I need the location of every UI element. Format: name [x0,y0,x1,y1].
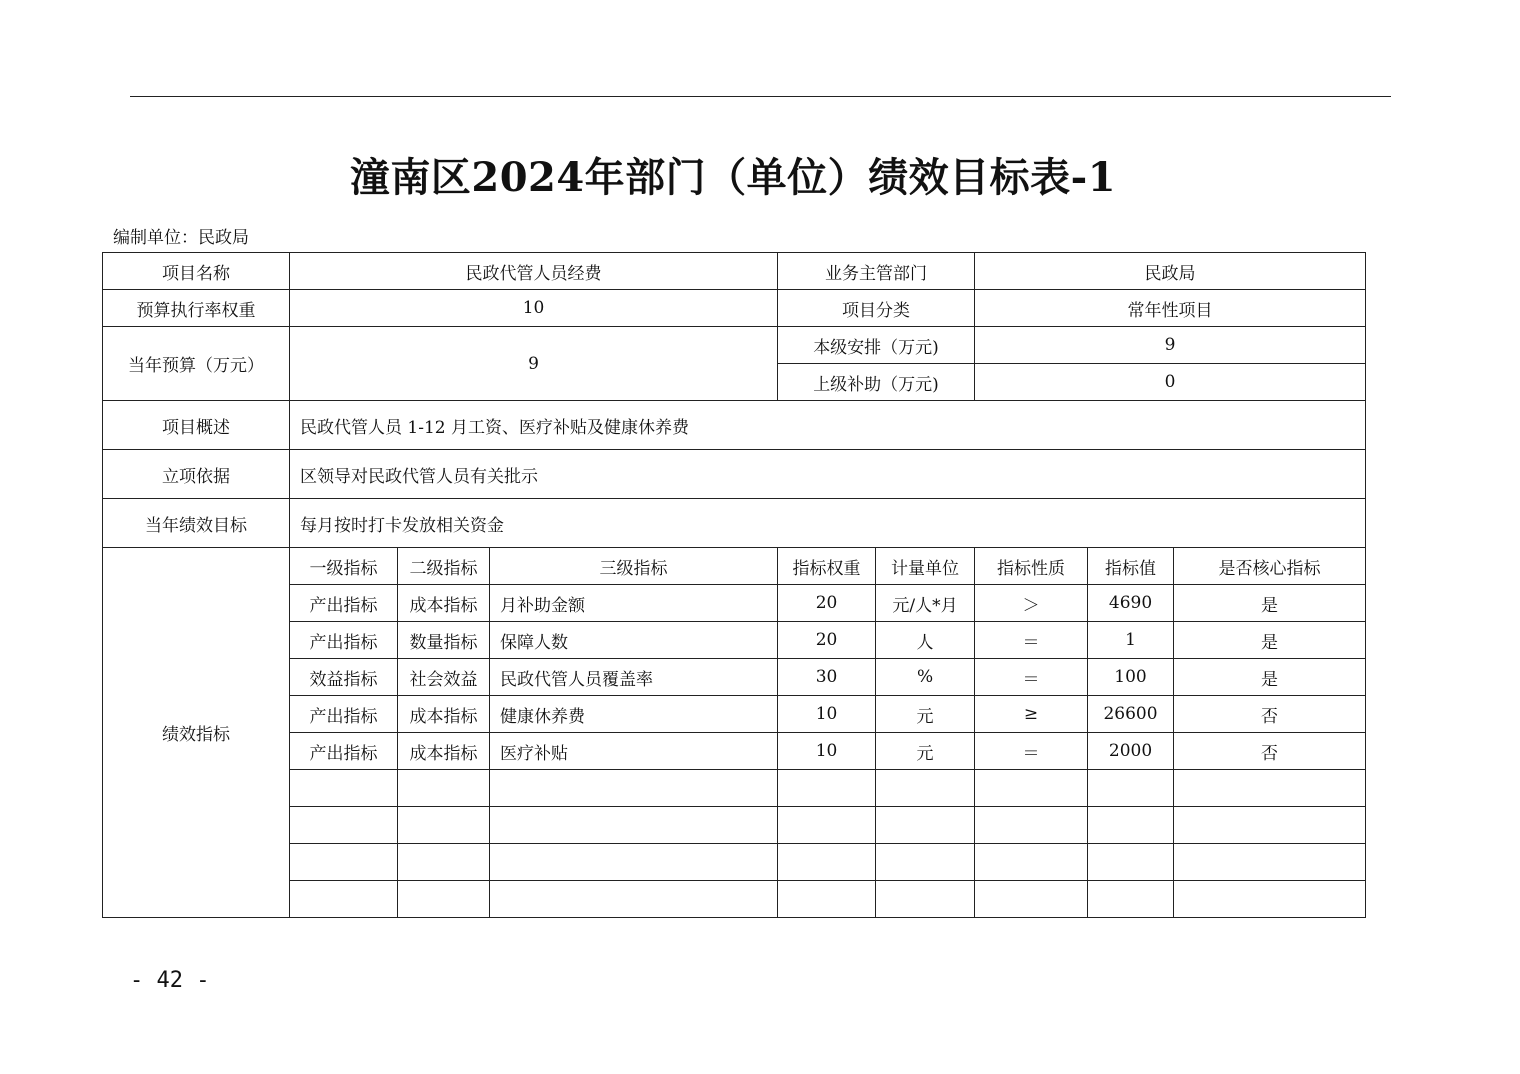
empty-cell [876,807,975,844]
table-cell: 产出指标 [290,585,398,622]
table-cell: 人 [876,622,975,659]
empty-cell [398,807,490,844]
empty-cell [778,770,876,807]
empty-cell [1174,881,1366,918]
empty-cell [290,881,398,918]
header-cell: 是否核心指标 [1174,548,1366,585]
empty-cell [778,881,876,918]
header-cell: 指标值 [1088,548,1174,585]
table-cell: 否 [1174,696,1366,733]
empty-cell [975,770,1088,807]
local-value: 9 [975,327,1366,364]
table-row [103,659,1366,696]
header-cell: 计量单位 [876,548,975,585]
empty-cell [778,807,876,844]
page-title: 潼南区2024年部门（单位）绩效目标表-1 [349,154,1117,201]
empty-cell [398,770,490,807]
empty-cell [975,844,1088,881]
table-cell: ＞ [975,585,1088,622]
table-row [103,733,1366,770]
table-cell: 26600 [1088,696,1174,733]
weight-value: 10 [290,290,778,327]
compiling-unit: 编制单位：民政局 [113,228,249,248]
table-cell: 元/人*月 [876,585,975,622]
header-cell: 一级指标 [290,548,398,585]
header-cell: 指标性质 [975,548,1088,585]
table-cell: 成本指标 [398,585,490,622]
indicators-section-label: 绩效指标 [103,548,290,918]
table-cell: 健康休养费 [490,696,778,733]
table-cell: 元 [876,696,975,733]
table-cell: 20 [778,585,876,622]
goal-value: 每月按时打卡发放相关资金 [290,499,1366,548]
header-cell: 指标权重 [778,548,876,585]
overview-value: 民政代管人员 1-12 月工资、医疗补贴及健康休养费 [290,401,1366,450]
table-cell: 否 [1174,733,1366,770]
empty-cell [975,807,1088,844]
table-row [103,585,1366,622]
table-cell: ＝ [975,622,1088,659]
table-cell: 产出指标 [290,696,398,733]
overview-label: 项目概述 [103,401,290,450]
table-cell: 是 [1174,622,1366,659]
category-value: 常年性项目 [975,290,1366,327]
empty-cell [490,844,778,881]
empty-cell [398,881,490,918]
empty-cell [290,844,398,881]
table-row [103,696,1366,733]
dept-value: 民政局 [975,253,1366,290]
table-row [103,622,1366,659]
empty-cell [290,807,398,844]
table-cell: 效益指标 [290,659,398,696]
upper-label: 上级补助（万元) [778,364,975,401]
table-cell: 产出指标 [290,622,398,659]
project-name-label: 项目名称 [103,253,290,290]
weight-label: 预算执行率权重 [103,290,290,327]
header-cell: 三级指标 [490,548,778,585]
table-cell: 是 [1174,585,1366,622]
empty-row [103,844,1366,881]
empty-cell [490,881,778,918]
budget-value: 9 [290,327,778,401]
empty-cell [1088,770,1174,807]
empty-cell [876,881,975,918]
table-cell: 4690 [1088,585,1174,622]
empty-cell [1174,770,1366,807]
empty-cell [1088,844,1174,881]
table-cell: 医疗补贴 [490,733,778,770]
table-cell: ＝ [975,733,1088,770]
empty-cell [1174,807,1366,844]
goal-label: 当年绩效目标 [103,499,290,548]
empty-cell [1088,807,1174,844]
dept-label: 业务主管部门 [778,253,975,290]
table-cell: 20 [778,622,876,659]
empty-cell [490,770,778,807]
category-label: 项目分类 [778,290,975,327]
table-cell: 是 [1174,659,1366,696]
table-cell: 元 [876,733,975,770]
table-cell: 成本指标 [398,733,490,770]
table-cell: 100 [1088,659,1174,696]
local-label: 本级安排（万元) [778,327,975,364]
table-cell: 月补助金额 [490,585,778,622]
table-cell: 30 [778,659,876,696]
table-cell: % [876,659,975,696]
header-rule [130,96,1391,97]
table-cell: 民政代管人员覆盖率 [490,659,778,696]
project-name-value: 民政代管人员经费 [290,253,778,290]
empty-row [103,770,1366,807]
upper-value: 0 [975,364,1366,401]
table-cell: 10 [778,733,876,770]
empty-cell [778,844,876,881]
empty-cell [1088,881,1174,918]
table-cell: ≥ [975,696,1088,733]
empty-row [103,807,1366,844]
empty-cell [876,844,975,881]
page-number: - 42 - [130,968,210,993]
empty-cell [1174,844,1366,881]
table-cell: ＝ [975,659,1088,696]
empty-row [103,881,1366,918]
empty-cell [876,770,975,807]
empty-cell [490,807,778,844]
table-cell: 社会效益 [398,659,490,696]
performance-target-table [102,252,1366,918]
basis-value: 区领导对民政代管人员有关批示 [290,450,1366,499]
table-cell: 产出指标 [290,733,398,770]
table-cell: 保障人数 [490,622,778,659]
basis-label: 立项依据 [103,450,290,499]
budget-label: 当年预算（万元） [103,327,290,401]
table-cell: 1 [1088,622,1174,659]
table-cell: 2000 [1088,733,1174,770]
empty-cell [290,770,398,807]
table-cell: 成本指标 [398,696,490,733]
table-cell: 10 [778,696,876,733]
empty-cell [975,881,1088,918]
empty-cell [398,844,490,881]
table-cell: 数量指标 [398,622,490,659]
header-cell: 二级指标 [398,548,490,585]
